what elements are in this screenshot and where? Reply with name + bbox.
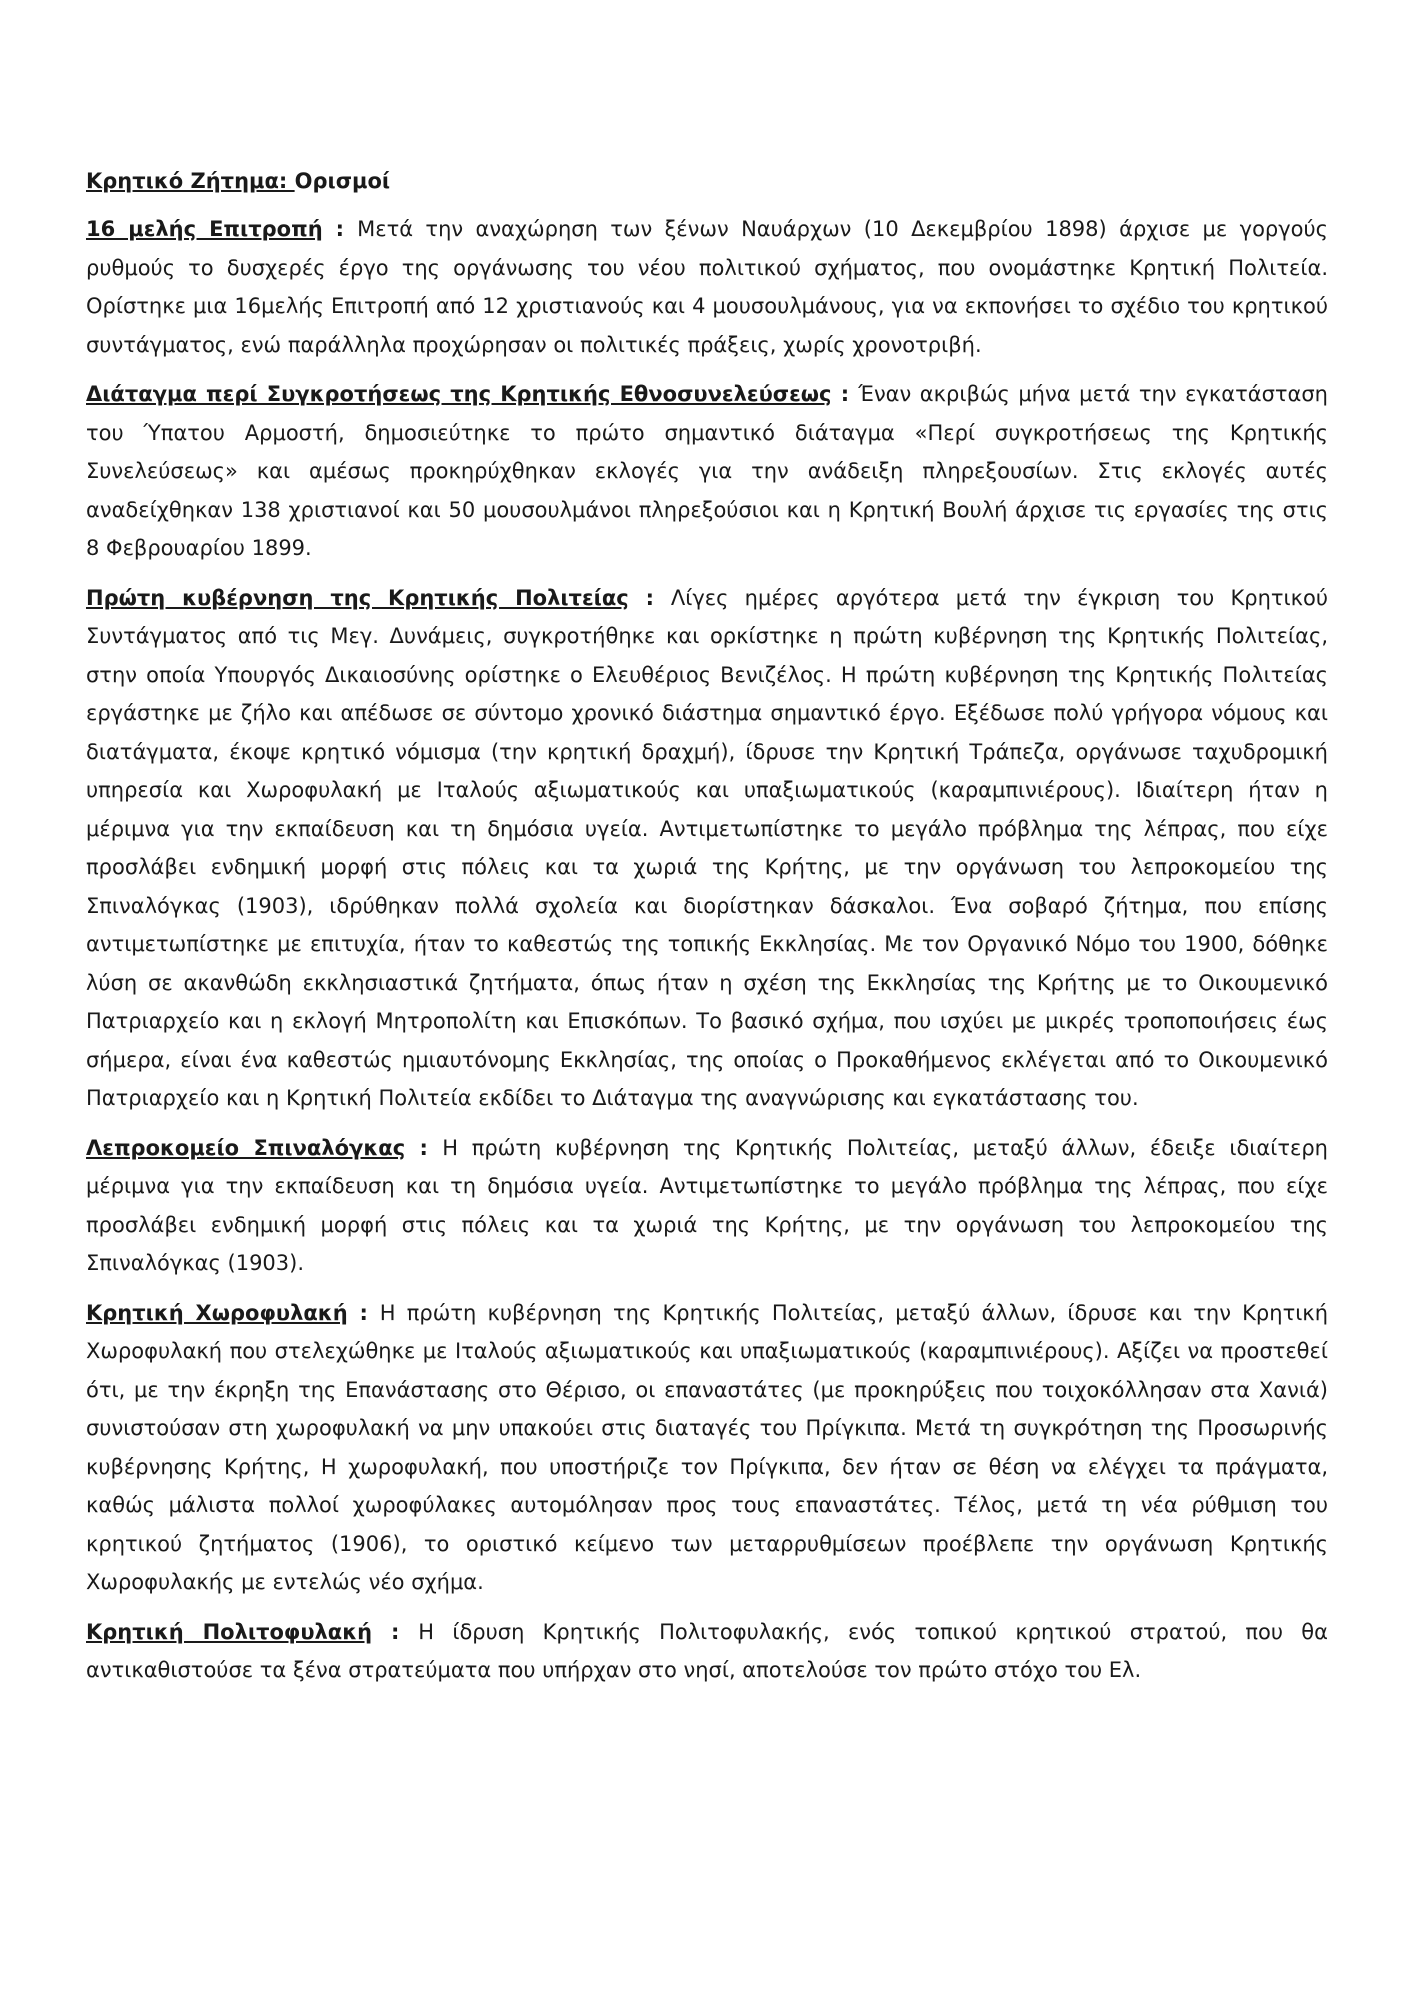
- definition-term: 16 μελής Επιτροπή: [86, 217, 323, 241]
- page-title: [86, 162, 1328, 200]
- definition-separator: :: [628, 585, 671, 610]
- definition-term: Κρητική Πολιτοφυλακή: [86, 1619, 373, 1644]
- definition-separator: :: [831, 382, 859, 406]
- definition-text: Λίγες ημέρες αργότερα μετά την έγκριση του Κρητικού Συντάγματος από τις Μεγ. Δυνάμεις, συγκροτήθηκε και ορκίστηκε η πρώτη κυβέρνηση της Κρητικής Πολιτείας, στην οποία Υπουργός Δικαιοσύνης ορίστηκε ο Ελευθέριος Βενιζέλος. Η πρώτη κυβέρνηση της Κρητικής Πολιτείας εργάστηκε με ζήλο και απέδωσε σε σύντομο χρονικό διάστημα σημαντικό έργο. Εξέδωσε πολύ γρήγορα νόμους και διατάγματα, έκοψε κρητικό νόμισμα (την κρητική δραχμή), ίδρυσε την Κρητική Τράπεζα, οργάνωσε ταχυδρομική υπηρεσία και Χωροφυλακή με Ιταλούς αξιωματικούς και υπαξιωματικούς (καραμπινιέρους). Ιδιαίτερη ήταν η μέριμνα για την εκπαίδευση και τη δημόσια υγεία. Αντιμετωπίστηκε το μεγάλο πρόβλημα της λέπρας, που είχε προσλάβει ενδημική μορφή στις πόλεις και τα χωριά της Κρήτης, με την οργάνωση του λεπροκομείου της Σπιναλόγκας (1903), ιδρύθηκαν πολλά σχολεία και διορίστηκαν δάσκαλοι. Ένα σοβαρό ζήτημα, που επίσης αντιμετωπίστηκε με επιτυχία, ήταν το καθεστώς της τοπικής Εκκλησίας. Με τον Οργανικό Νόμο του 1900, δόθηκε λύση σε ακανθώδη εκκλησιαστικά ζητήματα, όπως ήταν η σχέση της Εκκλησίας της Κρήτης με το Οικουμενικό Πατριαρχείο και η εκλογή Μητροπολίτη και Επισκόπων. Το βασικό σχήμα, που ισχύει με μικρές τροποποιήσεις έως σήμερα, είναι ένα καθεστώς ημιαυτόνομης Εκκλησίας, της οποίας ο Προκαθήμενος εκλέγεται από το Οικουμενικό Πατριαρχείο και η Κρητική Πολιτεία εκδίδει το Διάταγμα της αναγνώρισης και εγκατάστασης του.: [86, 585, 1329, 1110]
- title-rest: Ορισμοί: [294, 169, 391, 193]
- definition-spinalonga-leprosarium: [86, 1129, 1328, 1283]
- document-page: [86, 162, 1328, 1701]
- definition-text: Η πρώτη κυβέρνηση της Κρητικής Πολιτείας, μεταξύ άλλων, ίδρυσε και την Κρητική Χωροφυλακή που στελεχώθηκε με Ιταλούς αξιωματικούς και υπαξιωματικούς (καραμπινιέρους). Αξίζει να προστεθεί ότι, με την έκρηξη της Επανάστασης στο Θέρισο, οι επαναστάτες (με προκηρύξεις που τοιχοκόλλησαν στα Χανιά) συνιστούσαν στη χωροφυλακή να μην υπακούει στις διαταγές του Πρίγκιπα. Μετά τη συγκρότηση της Προσωρινής κυβέρνησης Κρήτης, Η χωροφυλακή, που υποστήριζε τον Πρίγκιπα, δεν ήταν σε θέση να ελέγχει τα πράγματα, καθώς μάλιστα πολλοί χωροφύλακες αυτομόλησαν προς τους επαναστάτες. Τέλος, μετά τη νέα ρύθμιση του κρητικού ζητήματος (1906), το οριστικό κείμενο των μεταρρυθμίσεων προέβλεπε την οργάνωση Κρητικής Χωροφυλακής με εντελώς νέο σχήμα.: [86, 1300, 1328, 1594]
- definition-separator: :: [372, 1619, 419, 1644]
- definition-assembly-decree: [86, 375, 1328, 568]
- title-underlined: Κρητικό Ζήτημα:: [86, 169, 295, 193]
- definition-text: Η ίδρυση Κρητικής Πολιτοφυλακής, ενός τοπικού κρητικού στρατού, που θα αντικαθιστούσε τα ξένα στρατεύματα που υπήρχαν στο νησί, αποτελούσε τον πρώτο στόχο του Ελ.: [86, 1619, 1328, 1682]
- definition-text: Έναν ακριβώς μήνα μετά την εγκατάσταση του Ύπατου Αρμοστή, δημοσιεύτηκε το πρώτο σημαντικό διάταγμα «Περί συγκροτήσεως της Κρητικής Συνελεύσεως» και αμέσως προκηρύχθηκαν εκλογές για την ανάδειξη πληρεξουσίων. Στις εκλογές αυτές αναδείχθηκαν 138 χριστιανοί και 50 μουσουλμάνοι πληρεξούσιοι και η Κρητική Βουλή άρχισε τις εργασίες της στις 8 Φεβρουαρίου 1899.: [86, 382, 1328, 560]
- definition-separator: :: [347, 1300, 380, 1325]
- definition-term: Πρώτη κυβέρνηση της Κρητικής Πολιτείας: [86, 585, 629, 610]
- definition-cretan-militia: [86, 1613, 1328, 1690]
- definition-text: Μετά την αναχώρηση των ξένων Ναυάρχων (10 Δεκεμβρίου 1898) άρχισε με γοργούς ρυθμούς το δυσχερές έργο της οργάνωσης του νέου πολιτικού σχήματος, που ονομάστηκε Κρητική Πολιτεία. Ορίστηκε μια 16μελής Επιτροπή από 12 χριστιανούς και 4 μουσουλμάνους, για να εκπονήσει το σχέδιο του κρητικού συντάγματος, ενώ παράλληλα προχώρησαν οι πολιτικές πράξεις, χωρίς χρονοτριβή.: [86, 217, 1328, 357]
- definition-separator: :: [322, 217, 358, 241]
- definition-text: Η πρώτη κυβέρνηση της Κρητικής Πολιτείας, μεταξύ άλλων, έδειξε ιδιαίτερη μέριμνα για την εκπαίδευση και τη δημόσια υγεία. Αντιμετωπίστηκε το μεγάλο πρόβλημα της λέπρας, που είχε προσλάβει ενδημική μορφή στις πόλεις και τα χωριά της Κρήτης, με την οργάνωση του λεπροκομείου της Σπιναλόγκας (1903).: [86, 1135, 1328, 1275]
- definition-first-government: [86, 579, 1328, 1118]
- definition-term: Διάταγμα περί Συγκροτήσεως της Κρητικής Εθνοσυνελεύσεως: [86, 382, 832, 406]
- definition-term: Λεπροκομείο Σπιναλόγκας: [86, 1135, 406, 1160]
- definition-separator: :: [405, 1135, 443, 1160]
- definition-16-member-committee: [86, 210, 1328, 364]
- definition-term: Κρητική Χωροφυλακή: [86, 1300, 348, 1325]
- definition-cretan-gendarmerie: [86, 1294, 1328, 1602]
